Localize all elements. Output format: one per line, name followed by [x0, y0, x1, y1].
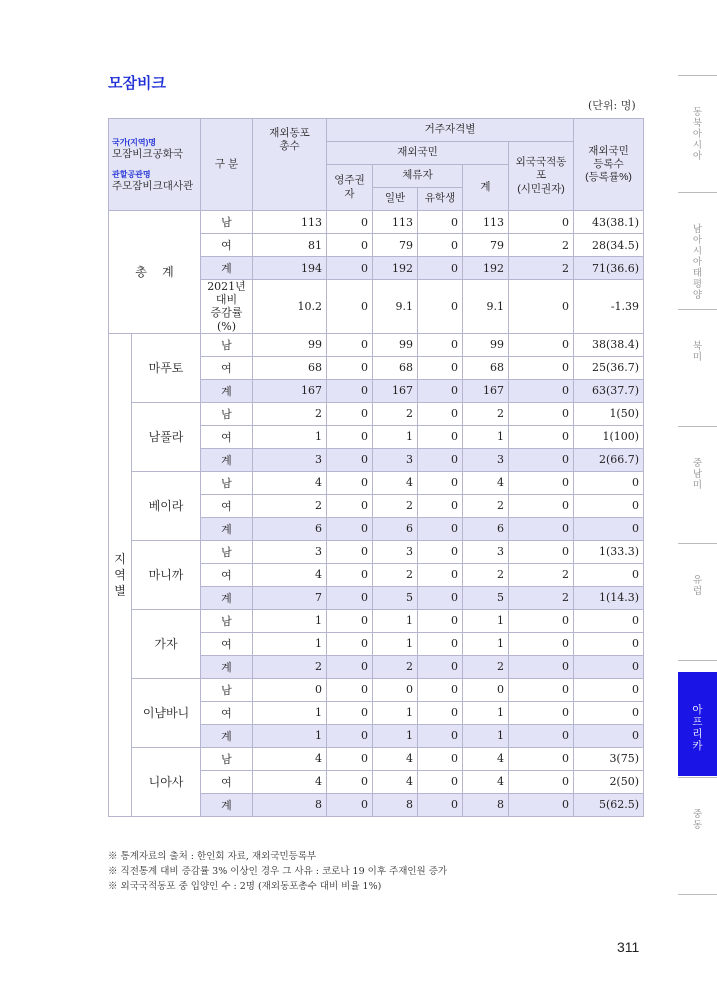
value-cell: 0	[574, 678, 644, 701]
permanent-header: 영주권자	[327, 165, 373, 211]
value-cell: 4	[253, 471, 327, 494]
nationals-header: 재외국민	[327, 142, 509, 165]
side-tab-label: 유럽	[692, 575, 703, 597]
value-cell: 0	[327, 494, 373, 517]
value-cell: 0	[574, 471, 644, 494]
value-cell: 0	[418, 586, 463, 609]
sex-cell: 여	[201, 770, 253, 793]
region-name: 남풀라	[132, 402, 201, 471]
value-cell: 0	[418, 517, 463, 540]
total-label: 총 계	[109, 211, 201, 334]
value-cell: 0	[509, 609, 574, 632]
value-cell: 1(33.3)	[574, 540, 644, 563]
value-cell: 4	[253, 770, 327, 793]
value-cell: 2	[373, 655, 418, 678]
value-cell: 1	[373, 609, 418, 632]
unit-label: (단위: 명)	[588, 99, 636, 112]
value-cell: 113	[463, 211, 509, 234]
value-cell: 0	[327, 724, 373, 747]
side-tab-label: 중동	[692, 809, 703, 831]
sex-cell: 여	[201, 701, 253, 724]
value-cell: 0	[418, 540, 463, 563]
value-cell: 1	[253, 724, 327, 747]
region-name: 마푸토	[132, 333, 201, 402]
region-name: 이냠바니	[132, 678, 201, 747]
value-cell: 2	[463, 655, 509, 678]
value-cell: 68	[463, 356, 509, 379]
value-cell: 0	[509, 724, 574, 747]
side-tab-divider	[678, 894, 717, 895]
value-cell: 0	[418, 211, 463, 234]
sex-cell: 여	[201, 425, 253, 448]
side-tab-divider	[678, 543, 717, 544]
value-cell: 0	[509, 379, 574, 402]
value-cell: 0	[418, 257, 463, 280]
value-cell: 1	[373, 724, 418, 747]
value-cell: 0	[418, 494, 463, 517]
side-tab[interactable]	[678, 575, 717, 597]
footnotes	[108, 849, 447, 894]
side-tab-label: 아프리카	[692, 704, 703, 752]
value-cell: 1(50)	[574, 402, 644, 425]
value-cell: 2	[509, 234, 574, 257]
value-cell: 0	[327, 517, 373, 540]
side-tab[interactable]	[678, 809, 717, 831]
value-cell: 0	[327, 333, 373, 356]
residency-header: 거주자격별	[327, 119, 574, 142]
value-cell: 0	[327, 632, 373, 655]
value-cell: 6	[373, 517, 418, 540]
sex-cell: 남	[201, 333, 253, 356]
value-cell: 194	[253, 257, 327, 280]
value-cell: 2	[373, 402, 418, 425]
value-cell: 4	[463, 770, 509, 793]
table-row	[109, 540, 644, 563]
value-cell: 71(36.6)	[574, 257, 644, 280]
value-cell: 4	[463, 747, 509, 770]
value-cell: 2	[253, 655, 327, 678]
value-cell: -1.39	[574, 280, 644, 334]
region-name: 가자	[132, 609, 201, 678]
value-cell: 1	[463, 425, 509, 448]
value-cell: 0	[574, 655, 644, 678]
value-cell: 0	[327, 678, 373, 701]
value-cell: 0	[509, 632, 574, 655]
page-title: 모잠비크	[108, 75, 166, 92]
value-cell: 0	[418, 678, 463, 701]
value-cell: 0	[418, 724, 463, 747]
value-cell: 2	[373, 494, 418, 517]
value-cell: 2	[463, 494, 509, 517]
sex-cell: 남	[201, 211, 253, 234]
category-header: 구 분	[201, 119, 253, 211]
value-cell: 2	[463, 563, 509, 586]
value-cell: 0	[418, 448, 463, 471]
value-cell: 0	[327, 211, 373, 234]
value-cell: 0	[509, 333, 574, 356]
table-row	[109, 471, 644, 494]
value-cell: 3	[373, 448, 418, 471]
table-row	[109, 747, 644, 770]
value-cell: 2	[509, 563, 574, 586]
value-cell: 1	[463, 724, 509, 747]
value-cell: 0	[418, 609, 463, 632]
office-label: 관할공관명	[112, 170, 151, 179]
value-cell: 5(62.5)	[574, 793, 644, 816]
value-cell: 0	[327, 280, 373, 334]
sex-cell: 여	[201, 494, 253, 517]
value-cell: 167	[253, 379, 327, 402]
value-cell: 9.1	[373, 280, 418, 334]
value-cell: 0	[418, 793, 463, 816]
value-cell: 5	[373, 586, 418, 609]
side-tab-divider	[678, 309, 717, 310]
value-cell: 2	[253, 402, 327, 425]
value-cell: 5	[463, 586, 509, 609]
value-cell: 0	[418, 356, 463, 379]
value-cell: 0	[418, 632, 463, 655]
value-cell: 0	[327, 793, 373, 816]
value-cell: 2	[253, 494, 327, 517]
value-cell: 0	[418, 655, 463, 678]
side-tab[interactable]	[678, 341, 717, 363]
page-number: 311	[617, 939, 640, 955]
value-cell: 4	[373, 770, 418, 793]
subtotal-header: 계	[463, 165, 509, 211]
sex-cell: 여	[201, 356, 253, 379]
side-tab[interactable]	[678, 458, 717, 491]
value-cell: 68	[373, 356, 418, 379]
value-cell: 0	[574, 701, 644, 724]
value-cell: 167	[463, 379, 509, 402]
side-tab[interactable]	[678, 107, 717, 162]
value-cell: 0	[574, 563, 644, 586]
increase-label: 2021년대비 증감률(%)	[201, 280, 253, 334]
value-cell: 0	[418, 379, 463, 402]
value-cell: 0	[327, 448, 373, 471]
general-header: 일반	[373, 188, 418, 211]
value-cell: 0	[327, 586, 373, 609]
value-cell: 0	[327, 563, 373, 586]
value-cell: 0	[574, 494, 644, 517]
value-cell: 4	[463, 471, 509, 494]
side-navigation	[678, 75, 717, 945]
value-cell: 1	[253, 701, 327, 724]
value-cell: 4	[373, 471, 418, 494]
side-tab-label: 동북아시아	[692, 107, 703, 162]
value-cell: 2	[463, 402, 509, 425]
value-cell: 0	[509, 471, 574, 494]
value-cell: 0	[509, 678, 574, 701]
value-cell: 0	[418, 471, 463, 494]
value-cell: 113	[373, 211, 418, 234]
value-cell: 0	[327, 234, 373, 257]
table-row	[109, 678, 644, 701]
sex-cell: 남	[201, 747, 253, 770]
value-cell: 2	[509, 257, 574, 280]
value-cell: 0	[463, 678, 509, 701]
side-tab-divider	[678, 777, 717, 778]
side-tab-divider	[678, 426, 717, 427]
region-name: 베이라	[132, 471, 201, 540]
value-cell: 0	[509, 448, 574, 471]
value-cell: 0	[509, 517, 574, 540]
foreign-citizen-header: 외국국적동포 (시민권자)	[509, 142, 574, 211]
value-cell: 0	[418, 280, 463, 334]
value-cell: 79	[463, 234, 509, 257]
value-cell: 38(38.4)	[574, 333, 644, 356]
region-name: 마니까	[132, 540, 201, 609]
side-tab-label: 남아시아태평양	[692, 224, 703, 301]
table-row	[109, 333, 644, 356]
value-cell: 2	[373, 563, 418, 586]
side-tab[interactable]	[678, 672, 717, 776]
value-cell: 0	[327, 471, 373, 494]
value-cell: 0	[509, 494, 574, 517]
sex-cell: 남	[201, 609, 253, 632]
sex-cell: 계	[201, 379, 253, 402]
value-cell: 1(14.3)	[574, 586, 644, 609]
value-cell: 0	[509, 747, 574, 770]
value-cell: 1	[463, 609, 509, 632]
value-cell: 0	[327, 701, 373, 724]
value-cell: 63(37.7)	[574, 379, 644, 402]
value-cell: 0	[574, 632, 644, 655]
value-cell: 3	[253, 448, 327, 471]
value-cell: 0	[509, 211, 574, 234]
value-cell: 6	[463, 517, 509, 540]
side-tab-divider	[678, 75, 717, 76]
value-cell: 1	[463, 632, 509, 655]
sex-cell: 계	[201, 724, 253, 747]
value-cell: 2(50)	[574, 770, 644, 793]
value-cell: 99	[463, 333, 509, 356]
value-cell: 0	[418, 425, 463, 448]
value-cell: 0	[509, 402, 574, 425]
side-tab-label: 북미	[692, 341, 703, 363]
value-cell: 8	[463, 793, 509, 816]
value-cell: 0	[327, 655, 373, 678]
sex-cell: 계	[201, 517, 253, 540]
value-cell: 0	[509, 425, 574, 448]
value-cell: 1	[463, 701, 509, 724]
value-cell: 8	[253, 793, 327, 816]
value-cell: 0	[327, 356, 373, 379]
value-cell: 0	[509, 280, 574, 334]
country-label: 국가(지역)명	[112, 137, 156, 147]
sex-cell: 계	[201, 655, 253, 678]
value-cell: 3	[373, 540, 418, 563]
value-cell: 4	[253, 563, 327, 586]
value-cell: 3	[463, 448, 509, 471]
value-cell: 0	[509, 770, 574, 793]
value-cell: 0	[574, 724, 644, 747]
side-tab-label: 중남미	[692, 458, 703, 491]
header-row-1	[109, 119, 644, 142]
value-cell: 0	[574, 517, 644, 540]
value-cell: 3(75)	[574, 747, 644, 770]
sex-cell: 여	[201, 563, 253, 586]
value-cell: 0	[418, 234, 463, 257]
value-cell: 1	[253, 632, 327, 655]
value-cell: 0	[509, 540, 574, 563]
value-cell: 25(36.7)	[574, 356, 644, 379]
sex-cell: 여	[201, 234, 253, 257]
registered-header: 재외국민 등록수 (등록률%)	[574, 119, 644, 211]
value-cell: 1	[373, 425, 418, 448]
sex-cell: 남	[201, 471, 253, 494]
value-cell: 0	[509, 655, 574, 678]
value-cell: 0	[418, 770, 463, 793]
country-value: 모잠비크공화국	[112, 147, 184, 160]
value-cell: 1	[253, 425, 327, 448]
population-table	[108, 118, 644, 817]
value-cell: 28(34.5)	[574, 234, 644, 257]
value-cell: 1	[373, 632, 418, 655]
value-cell: 9.1	[463, 280, 509, 334]
value-cell: 0	[509, 701, 574, 724]
value-cell: 0	[327, 770, 373, 793]
table-row	[109, 211, 644, 234]
value-cell: 1	[253, 609, 327, 632]
value-cell: 0	[418, 402, 463, 425]
value-cell: 192	[463, 257, 509, 280]
table-row	[109, 609, 644, 632]
value-cell: 0	[327, 540, 373, 563]
sex-cell: 계	[201, 257, 253, 280]
side-tab[interactable]	[678, 224, 717, 301]
value-cell: 192	[373, 257, 418, 280]
sex-cell: 계	[201, 586, 253, 609]
value-cell: 0	[373, 678, 418, 701]
sex-cell: 계	[201, 793, 253, 816]
value-cell: 79	[373, 234, 418, 257]
sex-cell: 계	[201, 448, 253, 471]
value-cell: 1(100)	[574, 425, 644, 448]
student-header: 유학생	[418, 188, 463, 211]
value-cell: 0	[418, 333, 463, 356]
value-cell: 0	[327, 609, 373, 632]
value-cell: 0	[418, 701, 463, 724]
sojourner-header: 체류자	[373, 165, 463, 188]
sex-cell: 남	[201, 678, 253, 701]
value-cell: 1	[373, 701, 418, 724]
total-overseas-header: 재외동포 총수	[253, 119, 327, 211]
value-cell: 2(66.7)	[574, 448, 644, 471]
value-cell: 0	[574, 609, 644, 632]
value-cell: 81	[253, 234, 327, 257]
value-cell: 0	[327, 747, 373, 770]
sex-cell: 남	[201, 402, 253, 425]
value-cell: 2	[509, 586, 574, 609]
value-cell: 0	[327, 425, 373, 448]
value-cell: 8	[373, 793, 418, 816]
sex-cell: 여	[201, 632, 253, 655]
value-cell: 4	[373, 747, 418, 770]
value-cell: 6	[253, 517, 327, 540]
office-value: 주모잠비크대사관	[112, 180, 194, 192]
value-cell: 7	[253, 586, 327, 609]
sex-cell: 남	[201, 540, 253, 563]
side-tab-divider	[678, 192, 717, 193]
value-cell: 3	[253, 540, 327, 563]
region-group-label: 지 역 별	[109, 333, 132, 816]
value-cell: 0	[418, 747, 463, 770]
footnote: ※ 외국국적동포 중 입양인 수 : 2명 (재외동포총수 대비 비율 1%)	[108, 881, 382, 892]
footnote: ※ 통계자료의 출처 : 한인회 자료, 재외국민등록부	[108, 851, 317, 862]
value-cell: 99	[253, 333, 327, 356]
value-cell: 68	[253, 356, 327, 379]
value-cell: 99	[373, 333, 418, 356]
footnote: ※ 직전통계 대비 증감률 3% 이상인 경우 그 사유 : 코로나 19 이후 주재인원 증가	[108, 866, 448, 877]
value-cell: 3	[463, 540, 509, 563]
table-row	[109, 402, 644, 425]
value-cell: 0	[327, 379, 373, 402]
value-cell: 113	[253, 211, 327, 234]
value-cell: 0	[509, 356, 574, 379]
value-cell: 0	[327, 257, 373, 280]
country-info-cell	[109, 119, 201, 211]
value-cell: 0	[509, 793, 574, 816]
side-tab-divider	[678, 660, 717, 661]
value-cell: 4	[253, 747, 327, 770]
value-cell: 0	[327, 402, 373, 425]
value-cell: 10.2	[253, 280, 327, 334]
value-cell: 0	[418, 563, 463, 586]
region-name: 니아사	[132, 747, 201, 816]
value-cell: 0	[253, 678, 327, 701]
value-cell: 43(38.1)	[574, 211, 644, 234]
value-cell: 167	[373, 379, 418, 402]
